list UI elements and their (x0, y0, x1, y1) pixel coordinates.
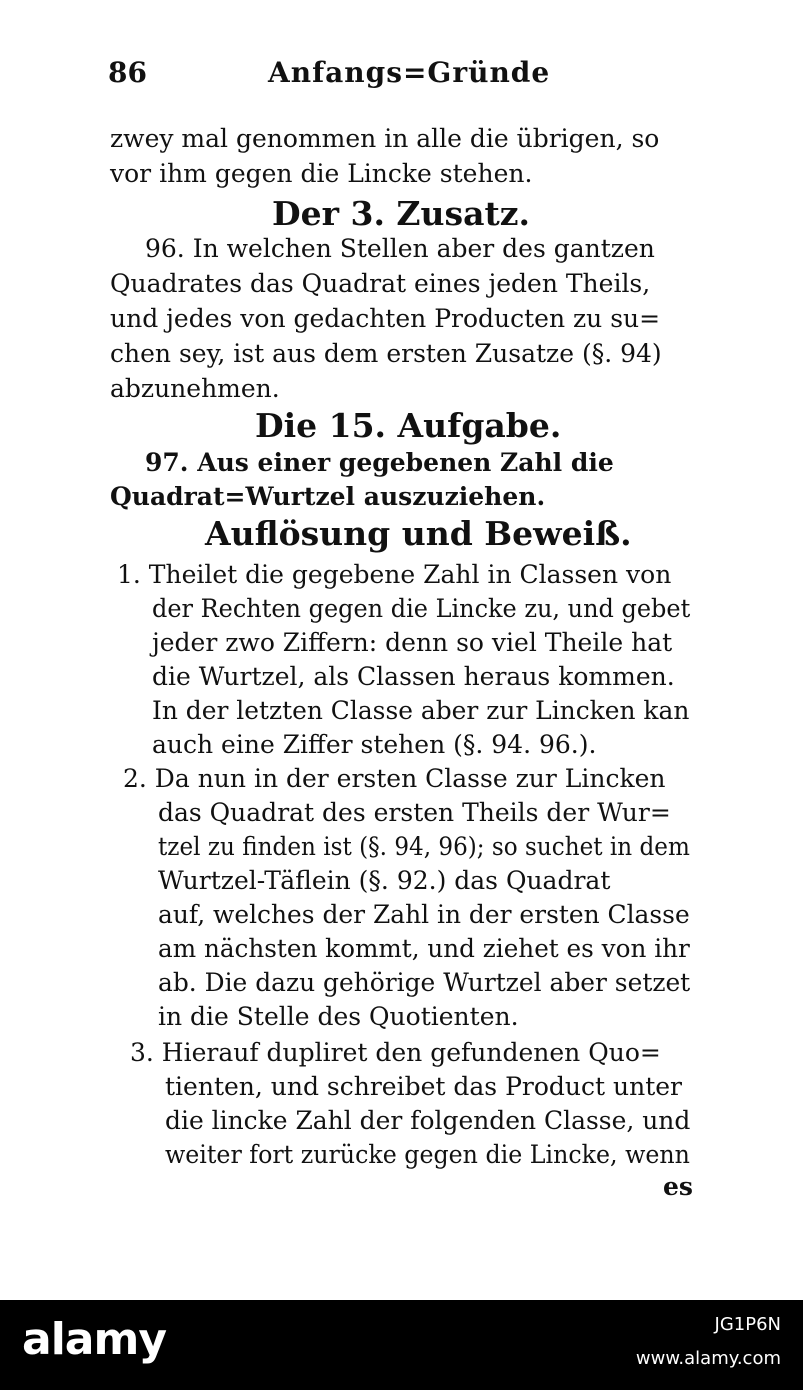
text-line: die lincke Zahl der folgenden Classe, und (165, 1106, 691, 1135)
watermark-bar (0, 1300, 803, 1390)
text-line: 2. Da nun in der ersten Classe zur Lincken (123, 764, 666, 793)
running-head: Anfangs=Gründe (268, 56, 551, 89)
text-line: jeder zwo Ziffern: denn so viel Theile hat (152, 628, 673, 657)
text-line: auch eine Ziffer stehen (§. 94. 96.). (152, 730, 597, 759)
text-line: in die Stelle des Quotienten. (158, 1002, 519, 1031)
alamy-logo: alamy (22, 1314, 166, 1365)
text-line: auf, welches der Zahl in der ersten Classe (158, 900, 690, 929)
text-line: Quadrates das Quadrat eines jeden Theils, (110, 269, 651, 298)
image-id: JG1P6N (714, 1314, 781, 1335)
text-line: und jedes von gedachten Producten zu su= (110, 304, 661, 333)
text-line: In der letzten Classe aber zur Lincken kan (152, 696, 690, 725)
text-line: tzel zu finden ist (§. 94, 96); so suchet in dem (158, 832, 690, 861)
text-line: der Rechten gegen die Lincke zu, und gebet (152, 594, 691, 623)
text-line: die Wurtzel, als Classen heraus kommen. (152, 662, 675, 691)
text-line: 96. In welchen Stellen aber des gantzen (145, 234, 655, 263)
text-line: ab. Die dazu gehörige Wurtzel aber setzet (158, 968, 691, 997)
section-heading: Der 3. Zusatz. (272, 194, 530, 233)
text-line: 1. Theilet die gegebene Zahl in Classen von (117, 560, 672, 589)
text-line: am nächsten kommt, und ziehet es von ihr (158, 934, 690, 963)
text-line: vor ihm gegen die Lincke stehen. (110, 159, 533, 188)
page-header (108, 56, 688, 96)
text-line: weiter fort zurücke gegen die Lincke, wenn (165, 1140, 690, 1169)
text-line: das Quadrat des ersten Theils der Wur= (158, 798, 671, 827)
section-heading: Auflösung und Beweiß. (205, 514, 632, 553)
section-heading: Die 15. Aufgabe. (255, 406, 562, 445)
text-line: Quadrat=Wurtzel auszuziehen. (110, 482, 546, 511)
site-url: www.alamy.com (635, 1348, 781, 1369)
catchword: es (663, 1172, 693, 1201)
text-line: chen sey, ist aus dem ersten Zusatze (§. 94) (110, 339, 662, 368)
text-line: 3. Hierauf dupliret den gefundenen Quo= (130, 1038, 661, 1067)
text-line: 97. Aus einer gegebenen Zahl die (145, 448, 614, 477)
text-line: zwey mal genommen in alle die übrigen, so (110, 124, 660, 153)
text-line: Wurtzel-Täflein (§. 92.) das Quadrat (158, 866, 611, 895)
page-number: 86 (108, 56, 147, 89)
text-line: abzunehmen. (110, 374, 280, 403)
text-line: tienten, und schreibet das Product unter (165, 1072, 682, 1101)
